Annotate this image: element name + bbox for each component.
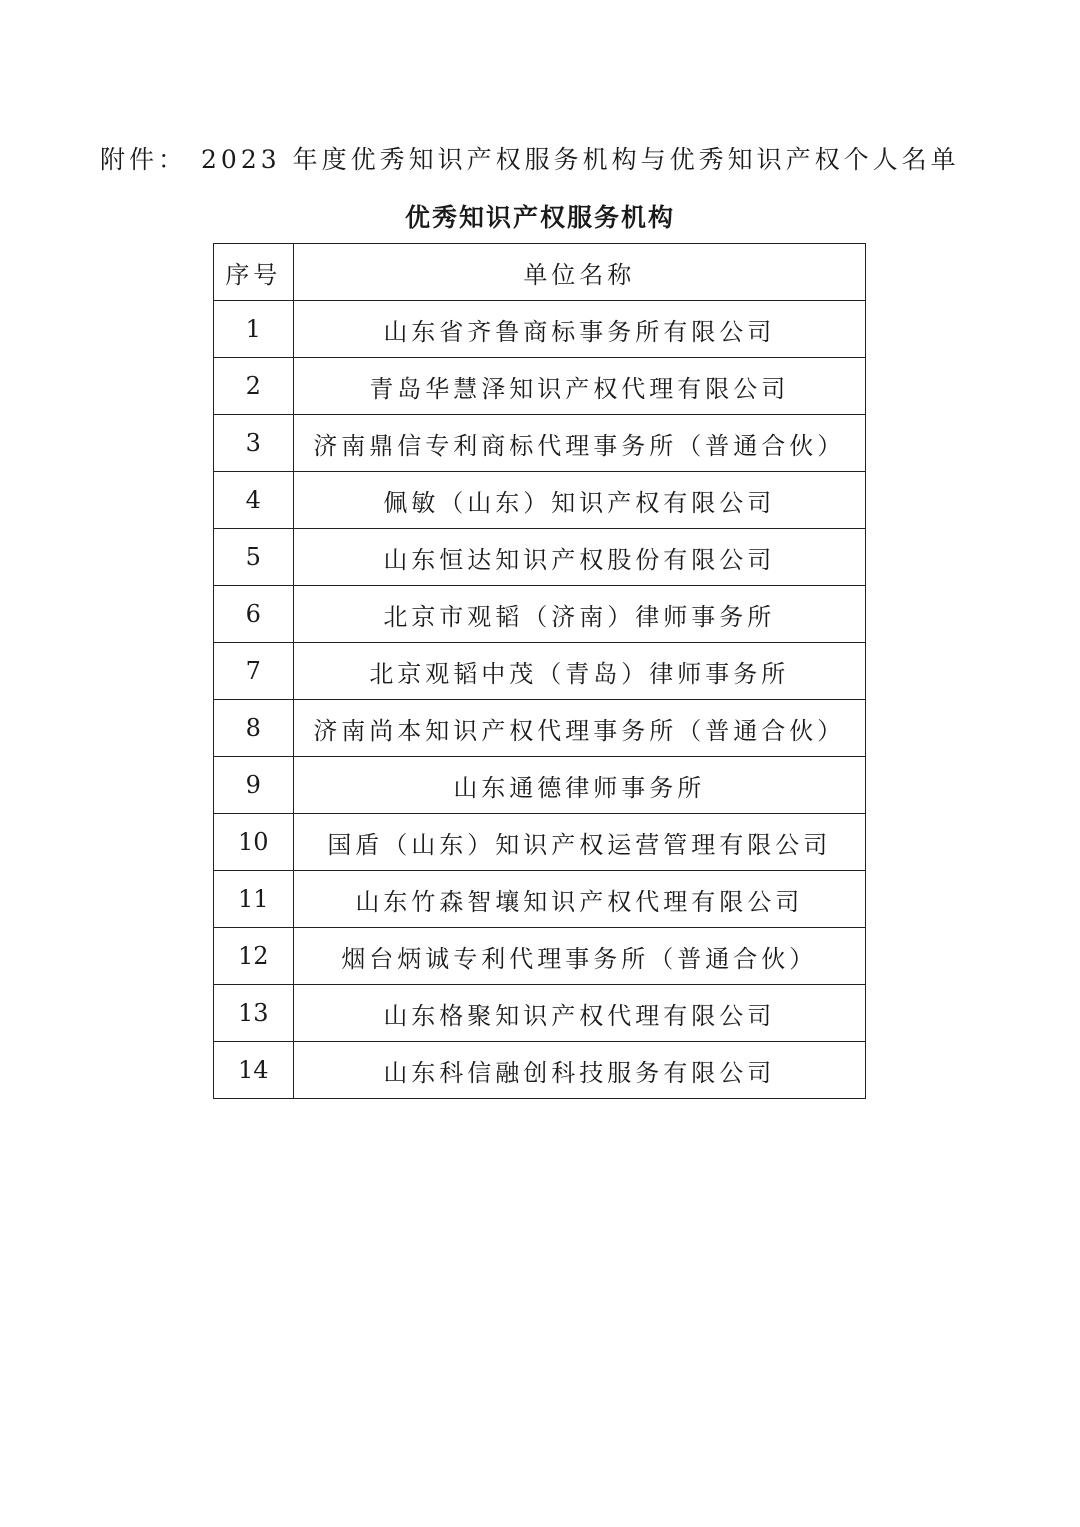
attachment-heading: [100, 140, 960, 176]
table-row: [214, 472, 866, 529]
table-row: [214, 301, 866, 358]
row-number: 8: [214, 700, 294, 757]
organization-name: 山东恒达知识产权股份有限公司: [293, 529, 865, 586]
row-number: 7: [214, 643, 294, 700]
row-number: 10: [214, 814, 294, 871]
row-number: 6: [214, 586, 294, 643]
row-number: 4: [214, 472, 294, 529]
table-row: [214, 814, 866, 871]
organization-name: 佩敏（山东）知识产权有限公司: [293, 472, 865, 529]
organization-name: 山东科信融创科技服务有限公司: [293, 1042, 865, 1099]
table-row: [214, 415, 866, 472]
row-number: 1: [214, 301, 294, 358]
organization-name: 山东省齐鲁商标事务所有限公司: [293, 301, 865, 358]
organization-name: 国盾（山东）知识产权运营管理有限公司: [293, 814, 865, 871]
organization-name: 烟台炳诚专利代理事务所（普通合伙）: [293, 928, 865, 985]
table-header-row: [214, 244, 866, 301]
table-row: [214, 586, 866, 643]
row-number: 12: [214, 928, 294, 985]
row-number: 9: [214, 757, 294, 814]
table-row: [214, 643, 866, 700]
section-title: 优秀知识产权服务机构: [404, 203, 675, 232]
organization-name: 北京观韬中茂（青岛）律师事务所: [293, 643, 865, 700]
attachment-label: 附件：: [100, 145, 188, 174]
organization-name: 北京市观韬（济南）律师事务所: [293, 586, 865, 643]
table-row: [214, 700, 866, 757]
table-row: [214, 928, 866, 985]
table-row: [214, 985, 866, 1042]
organization-name: 济南鼎信专利商标代理事务所（普通合伙）: [293, 415, 865, 472]
column-header-number: 序号: [214, 244, 294, 301]
organization-name: 济南尚本知识产权代理事务所（普通合伙）: [293, 700, 865, 757]
organization-name: 山东格聚知识产权代理有限公司: [293, 985, 865, 1042]
document-title: 2023 年度优秀知识产权服务机构与优秀知识产权个人名单: [201, 145, 960, 174]
table-row: [214, 757, 866, 814]
table-row: [214, 1042, 866, 1099]
row-number: 3: [214, 415, 294, 472]
organization-name: 山东竹森智壤知识产权代理有限公司: [293, 871, 865, 928]
organization-name: 青岛华慧泽知识产权代理有限公司: [293, 358, 865, 415]
row-number: 11: [214, 871, 294, 928]
organization-table: [213, 243, 866, 1099]
table-row: [214, 358, 866, 415]
row-number: 5: [214, 529, 294, 586]
row-number: 2: [214, 358, 294, 415]
table-row: [214, 871, 866, 928]
column-header-name: 单位名称: [293, 244, 865, 301]
row-number: 13: [214, 985, 294, 1042]
organization-name: 山东通德律师事务所: [293, 757, 865, 814]
row-number: 14: [214, 1042, 294, 1099]
table-row: [214, 529, 866, 586]
